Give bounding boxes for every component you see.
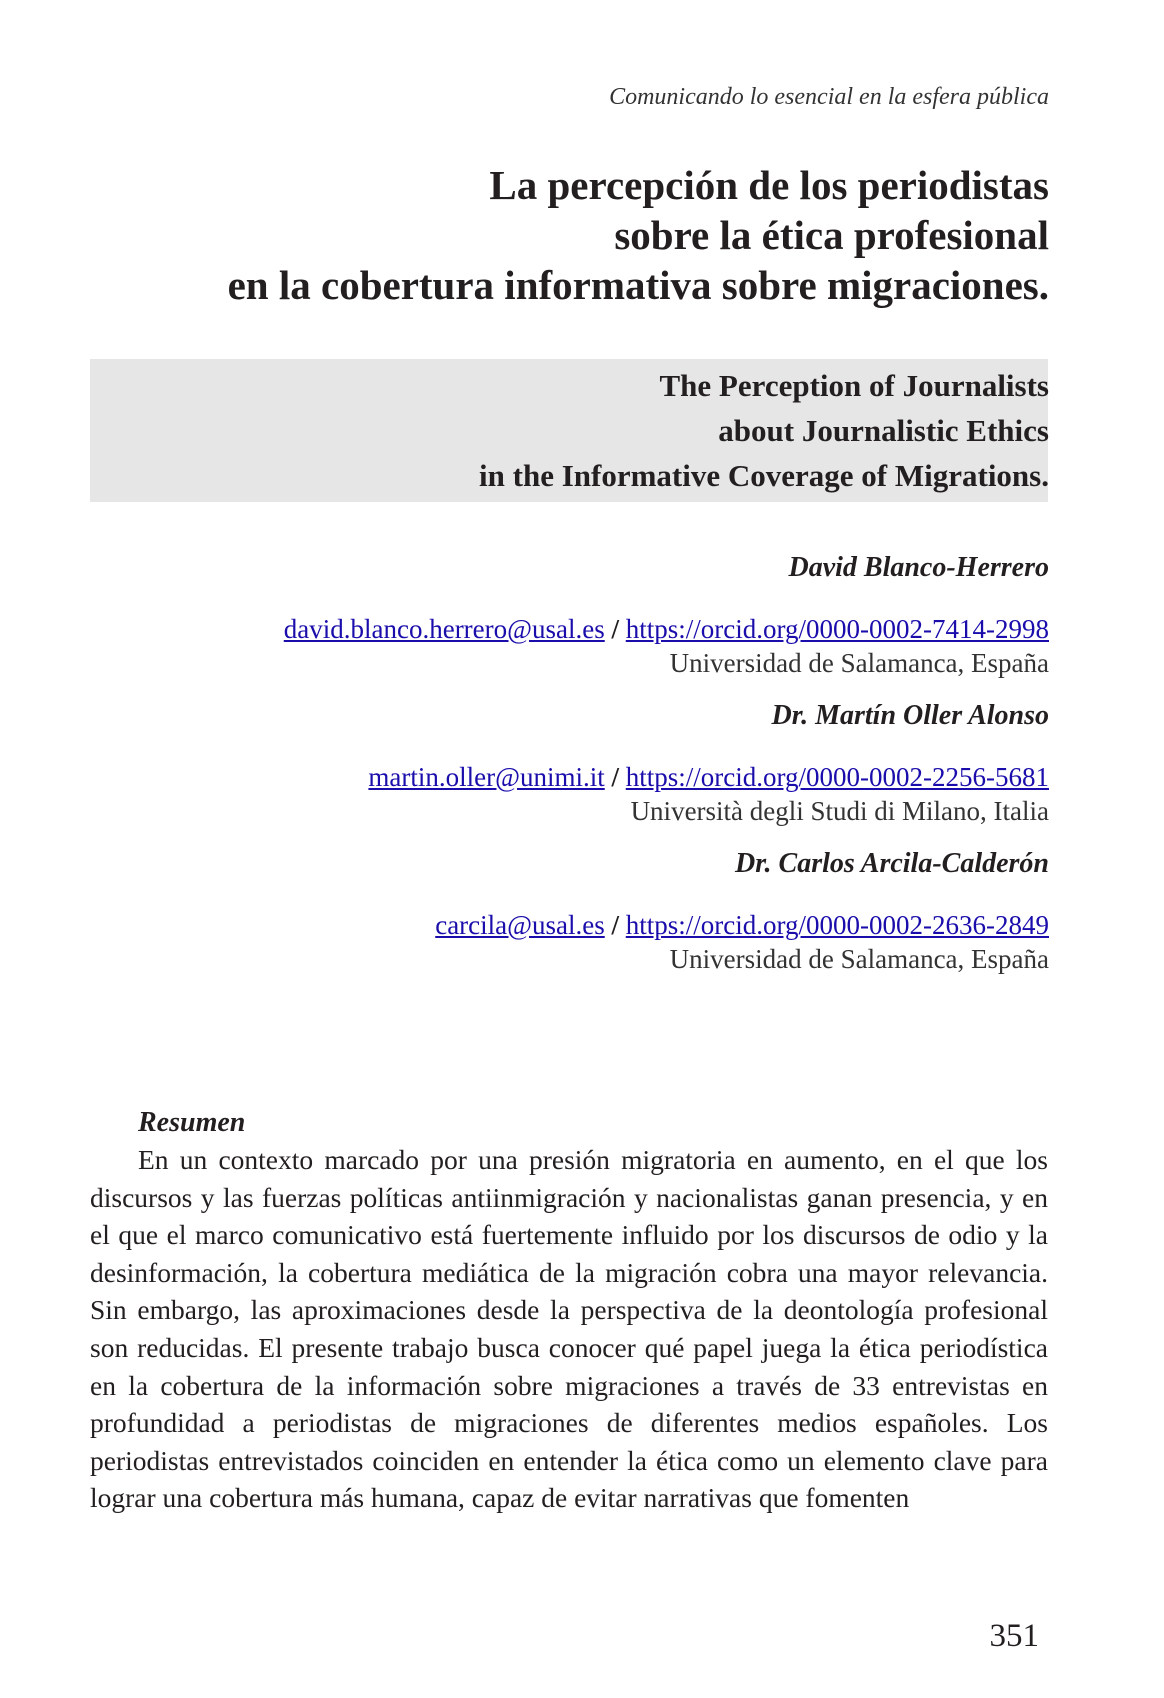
title-spanish [89,160,1049,310]
author-name: Dr. Carlos Arcila-Calderón [734,848,1049,879]
title-english-line: The Perception of Journalists [659,368,1049,403]
author-affiliation: Universidad de Salamanca, España [669,648,1049,678]
author-block [49,698,1049,828]
separator: / [611,762,620,792]
author-orcid-link[interactable]: https://orcid.org/0000-0002-2256-5681 [625,762,1049,792]
author-name: David Blanco-Herrero [788,552,1049,583]
title-spanish-line: La percepción de los periodistas [489,162,1049,208]
author-affiliation: Università degli Studi di Milano, Italia [630,796,1049,826]
author-orcid-link[interactable]: https://orcid.org/0000-0002-7414-2998 [625,614,1049,644]
separator: / [611,910,620,940]
title-english-line: about Journalistic Ethics [718,413,1049,448]
author-name: Dr. Martín Oller Alonso [771,700,1049,731]
author-block [49,550,1049,680]
abstract-heading: Resumen [138,1107,246,1138]
author-affiliation: Universidad de Salamanca, España [669,944,1049,974]
author-contact [49,908,1049,942]
title-english-line: in the Informative Coverage of Migrations. [479,458,1049,493]
author-email-link[interactable]: carcila@usal.es [435,910,605,940]
page-number: 351 [989,1618,1039,1654]
abstract-section [90,1105,1048,1517]
author-block [49,846,1049,976]
abstract-text: En un contexto marcado por una presión migratoria en aumento, en el que los discursos y las fuerzas políticas antiinmigración y nacionalistas ganan presencia, y en el que el marco comunicativo está fuertemente influido por los discursos de odio y la desinformación, la cobertura mediática de la migración cobra una mayor relevancia. Sin embargo, las aproximaciones desde la perspectiva de la deontología profesional son reducidas. El presente trabajo busca conocer qué papel juega la ética periodística en la cobertura de la información sobre migraciones a través de 33 entrevistas en profundidad a periodistas de migraciones de diferentes medios españoles. Los periodistas entrevistados coinciden en entender la ética como un elemento clave para lograr una cobertura más humana, capaz de evitar narrativas que fomenten [90,1144,1048,1514]
author-contact [49,760,1049,794]
author-list [49,550,1049,994]
separator: / [611,614,620,644]
title-spanish-line: en la cobertura informativa sobre migraciones. [227,262,1049,308]
author-email-link[interactable]: martin.oller@unimi.it [368,762,605,792]
author-orcid-link[interactable]: https://orcid.org/0000-0002-2636-2849 [625,910,1049,940]
title-spanish-line: sobre la ética profesional [614,212,1049,258]
running-head: Comunicando lo esencial en la esfera pública [609,84,1049,110]
title-english [149,363,1049,498]
author-contact [49,612,1049,646]
author-email-link[interactable]: david.blanco.herrero@usal.es [283,614,605,644]
